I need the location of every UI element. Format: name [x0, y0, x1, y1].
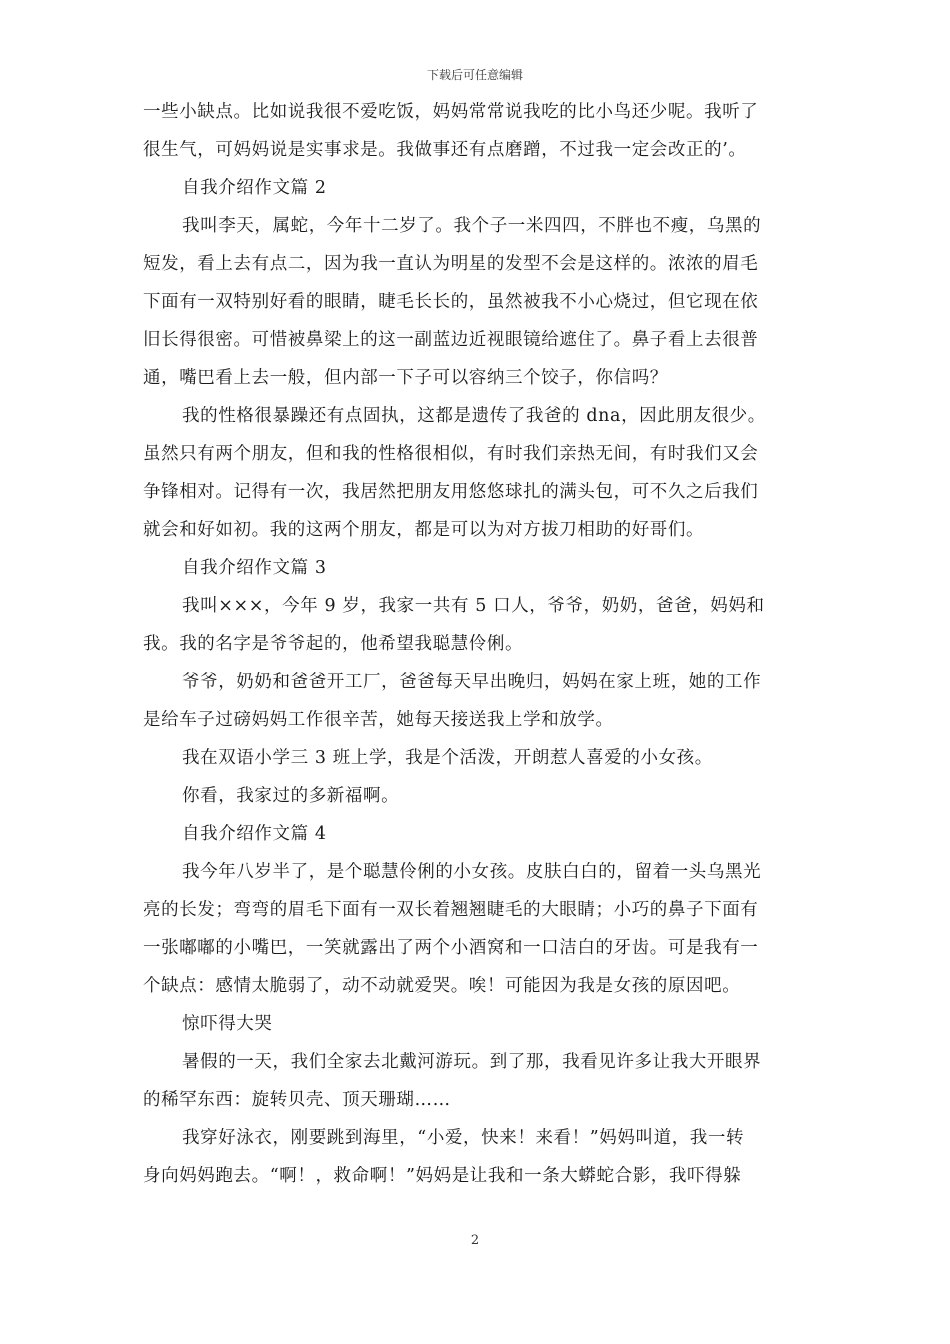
text-line: 我的性格很暴躁还有点固执，这都是遗传了我爸的 dna，因此朋友很少。 — [182, 406, 766, 426]
text-line: 通，嘴巴看上去一般，但内部一下子可以容纳三个饺子，你信吗？ — [143, 368, 668, 388]
text-line: 我在双语小学三 3 班上学，我是个活泼，开朗惹人喜爱的小女孩。 — [182, 748, 713, 768]
text-line: 下面有一双特别好看的眼睛，睫毛长长的，虽然被我不小心烧过，但它现在依 — [143, 292, 759, 312]
text-line: 惊吓得大哭 — [182, 1014, 273, 1034]
text-line: 很生气，可妈妈说是实事求是。我做事还有点磨蹭，不过我一定会改正的’。 — [143, 140, 747, 160]
text-line: 我。我的名字是爷爷起的，他希望我聪慧伶俐。 — [143, 634, 524, 654]
text-line: 暑假的一天，我们全家去北戴河游玩。到了那，我看见许多让我大开眼界 — [182, 1052, 762, 1072]
page-header-note: 下载后可任意编辑 — [426, 68, 523, 82]
text-line: 爷爷，奶奶和爸爸开工厂，爸爸每天早出晚归，妈妈在家上班，她的工作 — [182, 672, 762, 692]
text-line: 自我介绍作文篇 2 — [182, 178, 327, 198]
text-line: 短发，看上去有点二，因为我一直认为明星的发型不会是这样的。浓浓的眉毛 — [143, 254, 759, 274]
text-line: 就会和好如初。我的这两个朋友，都是可以为对方拔刀相助的好哥们。 — [143, 520, 705, 540]
text-line: 我今年八岁半了，是个聪慧伶俐的小女孩。皮肤白白的，留着一头乌黑光 — [182, 862, 762, 882]
text-line: 身向妈妈跑去。“啊！，救命啊！”妈妈是让我和一条大蟒蛇合影，我吓得躲 — [143, 1166, 742, 1186]
text-line: 亮的长发；弯弯的眉毛下面有一双长着翘翘睫毛的大眼睛；小巧的鼻子下面有 — [143, 900, 759, 920]
text-line: 旧长得很密。可惜被鼻梁上的这一副蓝边近视眼镜给遮住了。鼻子看上去很普 — [143, 330, 759, 350]
text-line: 自我介绍作文篇 4 — [182, 824, 327, 844]
text-line: 一些小缺点。比如说我很不爱吃饭，妈妈常常说我吃的比小鸟还少呢。我听了 — [143, 102, 759, 122]
text-line: 我穿好泳衣，刚要跳到海里，“小爱，快来！来看！”妈妈叫道，我一转 — [182, 1128, 745, 1148]
text-line: 我叫×××，今年 9 岁，我家一共有 5 口人，爷爷，奶奶，爸爸，妈妈和 — [182, 596, 765, 616]
text-line: 是给车子过磅妈妈工作很辛苦，她每天接送我上学和放学。 — [143, 710, 614, 730]
text-line: 争锋相对。记得有一次，我居然把朋友用悠悠球扎的满头包，可不久之后我们 — [143, 482, 759, 502]
text-line: 我叫李天，属蛇，今年十二岁了。我个子一米四四，不胖也不瘦，乌黑的 — [182, 216, 762, 236]
text-line: 的稀罕东西：旋转贝壳、顶天珊瑚…… — [143, 1090, 451, 1110]
text-line: 个缺点：感情太脆弱了，动不动就爱哭。唉！可能因为我是女孩的原因吧。 — [143, 976, 741, 996]
text-line: 自我介绍作文篇 3 — [182, 558, 327, 578]
text-line: 你看，我家过的多新福啊。 — [182, 786, 400, 806]
document-body — [143, 93, 813, 1195]
text-line: 虽然只有两个朋友，但和我的性格很相似，有时我们亲热无间，有时我们又会 — [143, 444, 759, 464]
page-number: 2 — [470, 1233, 480, 1248]
text-line: 一张嘟嘟的小嘴巴，一笑就露出了两个小酒窝和一口洁白的牙齿。可是我有一 — [143, 938, 759, 958]
